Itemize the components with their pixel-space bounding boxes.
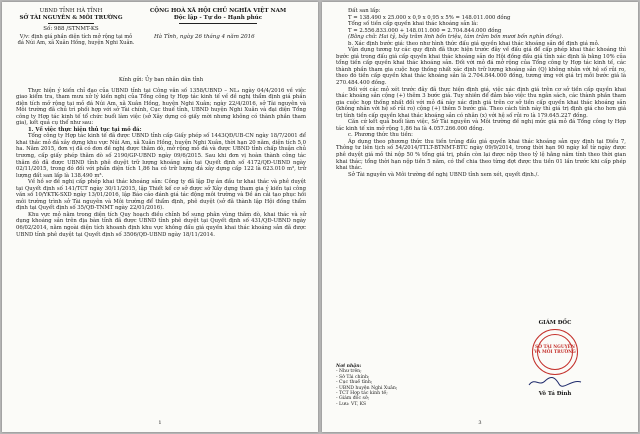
document-number: Số: 988 /STNMT-KS	[43, 26, 99, 32]
paragraph: Đối với các mỏ xét trước đây đã thực hiện định giá, việc xác định giá trên cơ sở tiền cấp quyền khai thác khoáng sản cộng (+) thêm 3 bước giá. Tuy nhiên để đảm bảo việc thu ngân sách, các thành phần tham gia cuộc họp thống nhất đối với mỏ đá này xác định giá trên cơ sở tiền cấp quyền khai thác khoáng sản (không nhân với hệ số rủi ro) cộng (+) thêm 5 bước giá. Theo cách tính này thì giá trị định giá cho hơn giá trị tính tiền cấp quyền khai thác khoáng sản có nhân (x) với hệ số rủi ro là 179.645.227 đồng.	[336, 86, 626, 119]
issuer-rule	[48, 23, 94, 24]
amount-in-words: (Bằng chữ: Hai tỷ, bảy trăm linh bốn triệu, tám trăm bốn mươi bốn nghìn đồng).	[348, 34, 564, 41]
paragraph: Thực hiện ý kiến chỉ đạo của UBND tỉnh tại Công văn số 1358/UBND – NL₁ ngày 04/4/2016 về việc giao kiểm tra, tham mưu xử lý kiến nghị của Tổng công ty Hợp tác kinh tế về đề nghị thẩm định giá phần diện tích mở rộng tại mỏ đá Núi Am, xã Xuân Hồng, huyện Nghi Xuân; ngày 22/4/2016, sở Tài nguyên và Môi trường đã chủ trì phối hợp với sở Tài chính, Cục thuế tỉnh, UBND huyện Nghi Xuân và đại diện Tổng công ty Hợp tác kinh tế tổ chức buổi làm việc (sở Xây dựng có giấy mời nhưng không có thành phần tham gia), kết quả cụ thể như sau:	[16, 87, 306, 127]
national-motto	[128, 8, 308, 26]
paragraph: Căn cứ kết quả buổi làm việc, Sở Tài nguyên và Môi trường đề nghị mức giá mỏ đá Tổng công ty Hợp tác kinh tế xin mở rộng 1,86 ha là 4.057.266.000 đồng.	[336, 119, 626, 132]
country-name: CỘNG HOÀ XÃ HỘI CHỦ NGHĨA VIỆT NAM	[149, 8, 287, 14]
closing-paragraph: Sở Tài nguyên và Môi trường đề nghị UBND tỉnh xem xét, quyết định./.	[348, 171, 539, 178]
addressee: Kính gửi: Ủy ban nhân dân tỉnh	[118, 77, 204, 83]
text-line: Đất san lấp:	[348, 8, 381, 14]
section-heading: 1. Về việc thực hiện thủ tục tại mỏ đá:	[28, 126, 142, 133]
issuer-block	[16, 8, 126, 33]
recipient-item: - Cục thuế tỉnh;	[336, 380, 373, 386]
handwritten-signature	[525, 375, 585, 389]
page-3	[322, 2, 638, 432]
recipients-block	[336, 364, 446, 407]
recipient-item: - Giám đốc sở;	[336, 396, 370, 402]
paragraph: Về hồ sơ đề nghị cấp phép khai thác khoáng sản: Công ty đã lập Dự án đầu tư khai thác và phê duyệt tại Quyết định số 141/TCT ngày 30/11/2015, lập Thiết kế cơ sở được sở Xây dựng tham gia ý kiến tại công văn số 10/YKTK-SXD ngày 13/01/2016, lập Báo cáo đánh giá tác động môi trường và Đề án cải tạo phục hồi môi trường trình sở Tài nguyên và Môi trường để thẩm định, phê duyệt (sở đã thành lập Hội đồng thẩm định tại Quyết định số 35/QĐ-TNMT ngày 22/01/2016).	[16, 179, 306, 212]
recipient-item: - TCT Hợp tác kinh tế;	[336, 391, 388, 397]
signer-title: GIÁM ĐỐC	[538, 320, 572, 326]
official-seal	[532, 329, 578, 375]
document-subject: V/v: định giá phần diện tích mở rộng tại mỏ đá Núi Am, xã Xuân Hồng, huyện Nghi Xuân.	[17, 34, 135, 47]
signature-block	[500, 320, 610, 398]
recipient-item: - UBND huyện Nghi Xuân;	[336, 385, 398, 391]
page-1	[2, 2, 318, 432]
seal-text-line: VÀ MÔI TRƯỜNG	[534, 349, 576, 355]
recipients-title: Nơi nhận:	[336, 364, 362, 369]
recipient-item: - Lưu: VT, KS	[336, 401, 367, 407]
motto: Độc lập - Tự do - Hạnh phúc	[173, 15, 263, 21]
paragraph: Vận dụng tương tự các quy định đã thực hiện trước đây về đấu giá để cấp phép khai thác khoáng thì bước giá trong đấu giá cấp quyền khai thác khoáng sản do Hội đồng đấu giá tỉnh xác định là bằng 10% của tổng tiền cấp quyền khai thác khoáng sản. Đối với mỏ đá mở rộng của Tổng công ty Hợp tác kinh tế, các thành phần tham gia cuộc họp thống nhất xác định trữ lượng khoáng sản (Q) không nhân với hệ số rủi ro, theo đó tiền cấp quyền khai thác khoáng sản là 2.704.844.000 đồng, tương ứng với giá trị mỗi bước giá là 270.484.400 đồng.	[336, 47, 626, 87]
page-number: 3	[478, 420, 482, 426]
page-number: 1	[158, 420, 162, 426]
page-3-body	[336, 8, 626, 178]
page-1-body	[16, 8, 306, 238]
formula-line: T = 2.556.833.000 + 148.011.000 = 2.704.844.000 đồng	[348, 27, 502, 34]
document-date: Hà Tĩnh, ngày 26 tháng 4 năm 2016	[154, 34, 255, 40]
seal-text-line: SỞ TÀI NGUYÊN	[535, 344, 575, 350]
issuer-province: UBND TỈNH HÀ TĨNH	[39, 8, 103, 14]
paragraph: Khu vực mỏ nằm trong diện tích Quy hoạch điều chỉnh bổ sung phân vùng thăm dò, khai thác và sử dụng khoáng sản trên địa bàn tỉnh đã được UBND tỉnh phê duyệt tại Quyết định số 431/QĐ-UBND ngày 06/02/2014, nằm ngoài diện tích khoanh định khu vực không đấu giá quyền khai thác khoáng sản đã được UBND tỉnh phê duyệt tại Quyết định số 3506/QĐ-UBND ngày 18/11/2014.	[16, 211, 306, 238]
signer-name: Võ Tá Đinh	[538, 391, 572, 398]
paragraph: Tổng công ty Hợp tác kinh tế đã được UBND tỉnh cấp Giấy phép số 1443QĐ/UB-CN ngày 18/7/2001 để khai thác mỏ đá xây dựng khu vực Núi Am, xã Xuân Hồng, huyện Nghi Xuân, thời hạn 20 năm, diện tích 5,0 ha. Năm 2015, đơn vị đã có đơn đề nghị được thăm dò, mở rộng mỏ đá và được UBND tỉnh chấp thuận chủ trương, cấp giấy phép thăm dò số 2190/GP-UBND ngày 09/6/2015. Sau khi đơn vị hoàn thành công tác thăm dò đã được UBND tỉnh phê duyệt trữ lượng khoáng sản tại Quyết định số 4172/QĐ-UBND ngày 02/11/2015, trong đó đối với phần diện tích 1,86 ha có trữ lượng đá xây dựng cấp 122 là 623.010 m³, trữ lượng đất san lấp là 138.490 m³.	[16, 133, 306, 179]
section-heading: c. Phương thức thu tiền:	[348, 132, 413, 139]
paragraph: Áp dụng theo phương thức thu tiền trúng đấu giá quyền khai thác khoáng sản quy định tại Điều 7, Thông tư liên tịch số 54/2014/TTLT-BTNMT-BTC ngày 09/9/2014, trong thời hạn 90 ngày kể từ ngày được phê duyệt giá mỏ thì nộp 50 % tổng giá trị, phần còn lại được nộp theo tỷ lệ hằng năm tính theo thời gian khai thác; tổng thời hạn nộp tiền 5 năm, có thể chia theo từng đợt được thu tiền 01 lần trước khi cấp phép khai thác.	[336, 138, 626, 172]
document-header	[16, 8, 306, 74]
text-line: b. Xác định bước giá: theo như hình thức đấu giá quyền khai thác khoáng sản đề định giá mỏ.	[348, 40, 600, 47]
motto-rule	[179, 23, 257, 24]
recipient-item: - Như trên;	[336, 369, 362, 375]
text-line: Tổng số tiền cấp quyền khai thác khoáng sản là:	[348, 21, 479, 28]
formula-line: T = 138.490 x 25.000 x 0,9 x 0,95 x 5% = 148.011.000 đồng	[348, 14, 511, 21]
recipient-item: - Sở Tài chính;	[336, 374, 370, 380]
issuer-department: SỞ TÀI NGUYÊN & MÔI TRƯỜNG	[19, 15, 123, 21]
